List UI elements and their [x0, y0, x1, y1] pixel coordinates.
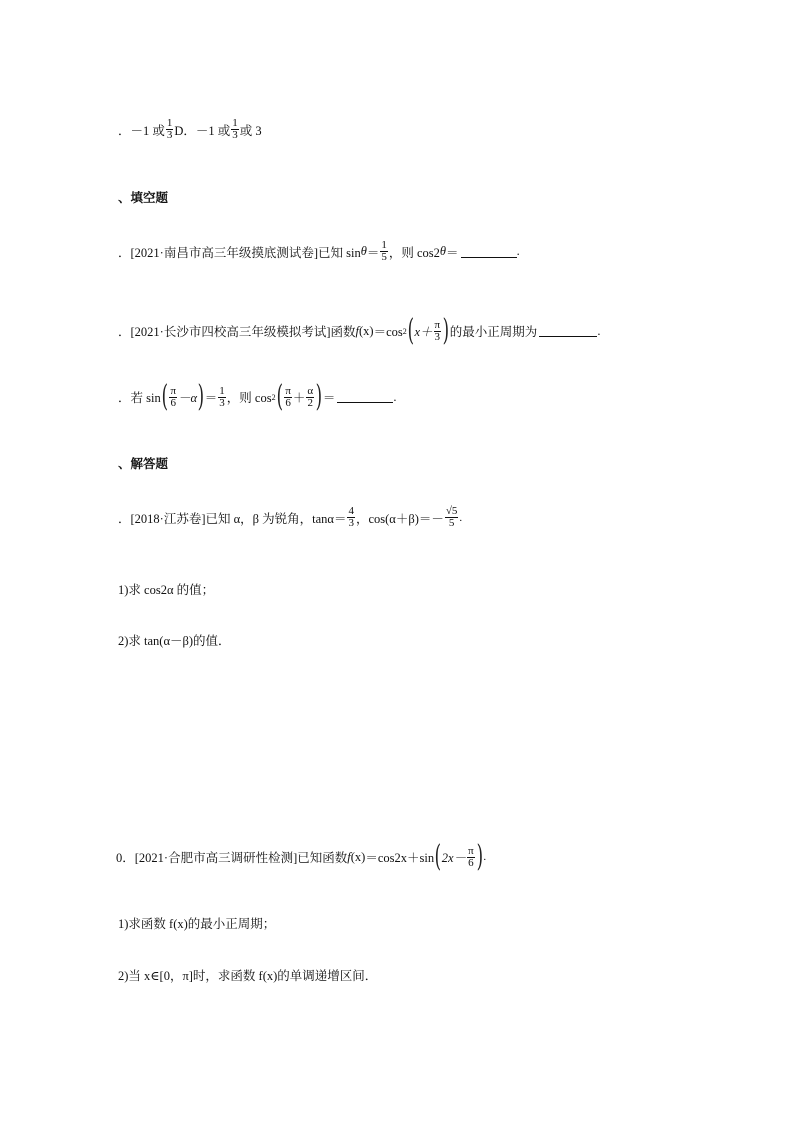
q4-fraction-1 [347, 506, 355, 529]
q4-fraction-2 [445, 506, 459, 529]
q1-theta2: θ [439, 244, 447, 258]
q2-f: f [355, 323, 359, 338]
q1-theta: θ [360, 244, 367, 258]
q3-square: 2 [271, 392, 276, 402]
q4-prefix: ．[2018·江苏卷]已知 α，β 为锐角，tanα＝ [118, 511, 347, 526]
q5-part-1 [118, 914, 275, 932]
q3-num3: π [285, 384, 291, 397]
q4-num2: √5 [445, 505, 458, 517]
q5-right-paren: ) [476, 839, 483, 874]
q2-square: 2 [402, 326, 407, 336]
q5-fraction [467, 846, 475, 869]
question-5 [116, 839, 487, 874]
q5-inner: 2x－ [441, 851, 467, 865]
q3-fraction-3 [284, 386, 292, 409]
q2-inner: x＋ [414, 325, 433, 339]
q2-suffix: 的最小正周期为 [449, 325, 538, 339]
q1-mid: ，则 cos2 [388, 245, 440, 260]
q2-answer-blank[interactable] [539, 325, 597, 337]
q3-plus: ＋ [292, 391, 306, 405]
q3-den4: 2 [307, 396, 314, 409]
q4-part-2-text: 2)求 tan(α－β)的值． [118, 634, 231, 648]
q2-den: 3 [434, 330, 441, 343]
q3-left-paren-1: ( [161, 379, 168, 414]
q4-den2: 5 [448, 517, 455, 529]
q5-part-2 [118, 966, 377, 984]
choice-c-num: 1 [166, 117, 173, 129]
q1-end: . [516, 244, 520, 258]
q3-eq: ＝ [204, 391, 218, 405]
q1-num: 1 [381, 239, 387, 251]
q3-end: . [393, 389, 397, 404]
q2-num: π [434, 318, 441, 331]
section-answer-title: 、解答题 [118, 457, 169, 471]
q3-right-paren-2: ) [315, 379, 323, 414]
section-fill-title: 、填空题 [118, 191, 169, 205]
q3-den1: 6 [170, 396, 176, 409]
choice-d-label: D．－1 或 [174, 123, 231, 138]
q2-right-paren: ) [442, 313, 450, 348]
q1-eq: ＝ [366, 245, 380, 260]
q2-end: . [597, 323, 601, 338]
q4-num: 4 [348, 505, 354, 517]
q3-fraction-2 [218, 386, 226, 409]
choice-d-suffix: 或 3 [239, 123, 262, 138]
q5-left-paren: ( [434, 839, 442, 874]
question-2 [118, 313, 601, 348]
q3-left-paren-2: ( [276, 379, 283, 414]
q3-minus-alpha: －α [178, 391, 198, 405]
question-4 [118, 506, 462, 529]
choice-d-num: 1 [232, 117, 238, 129]
choice-c-fraction [166, 118, 174, 141]
choice-c-prefix: ．－1 或 [118, 123, 165, 138]
q4-part-1-text: 1)求 cos2α 的值； [118, 583, 215, 597]
q1-answer-blank[interactable] [461, 246, 517, 258]
question-3 [118, 379, 397, 414]
q1-fraction [380, 240, 388, 263]
q4-end: . [459, 511, 463, 524]
q2-x: (x) [358, 323, 374, 338]
section-answer-heading [118, 454, 168, 472]
q3-prefix: ．若 sin [118, 391, 161, 405]
q3-mid: ，则 cos [226, 391, 272, 405]
q1-den: 5 [381, 251, 387, 263]
q5-x: (x) [350, 849, 366, 864]
q4-mid: ，cos(α＋β)＝－ [355, 511, 444, 526]
q3-answer-blank[interactable] [337, 391, 393, 403]
q4-den: 3 [348, 517, 354, 529]
q3-fraction-1 [169, 386, 177, 409]
q1-eq2: ＝ [446, 245, 459, 260]
q3-eq2: ＝ [322, 391, 336, 405]
q5-den: 6 [468, 856, 474, 869]
q3-right-paren-1: ) [197, 379, 205, 414]
choice-d-den: 3 [232, 129, 238, 141]
q3-num2: 1 [219, 384, 225, 397]
q3-den2: 3 [219, 396, 225, 409]
q5-prefix: 0．[2021·合肥市高三调研性检测]已知函数 [116, 851, 348, 865]
q3-fraction-4 [306, 386, 314, 409]
q5-num: π [468, 844, 474, 857]
q4-part-2 [118, 631, 231, 649]
choice-line-cd [118, 118, 262, 141]
q2-eq: ＝cos [373, 325, 403, 339]
choice-d-fraction [231, 118, 239, 141]
q2-prefix: ．[2021·长沙市四校高三年级模拟考试]函数 [118, 325, 356, 339]
q5-part-2-text: 2)当 x∈[0，π]时，求函数 f(x)的单调递增区间． [118, 969, 378, 983]
q1-prefix: ．[2021·南昌市高三年级摸底测试卷]已知 sin [118, 245, 361, 260]
question-1 [118, 240, 520, 263]
q3-num4: α [307, 384, 314, 397]
q2-left-paren: ( [407, 313, 414, 348]
q3-num1: π [170, 384, 176, 397]
section-fill-heading [118, 188, 168, 206]
choice-c-den: 3 [166, 129, 173, 141]
q5-part-1-text: 1)求函数 f(x)的最小正周期； [118, 917, 276, 931]
q3-den3: 6 [285, 396, 291, 409]
q5-end: . [483, 851, 487, 863]
q2-fraction [434, 320, 442, 343]
q4-part-1 [118, 580, 214, 598]
q5-f: f [347, 849, 351, 864]
q5-eq: ＝cos2x＋sin [365, 851, 435, 865]
